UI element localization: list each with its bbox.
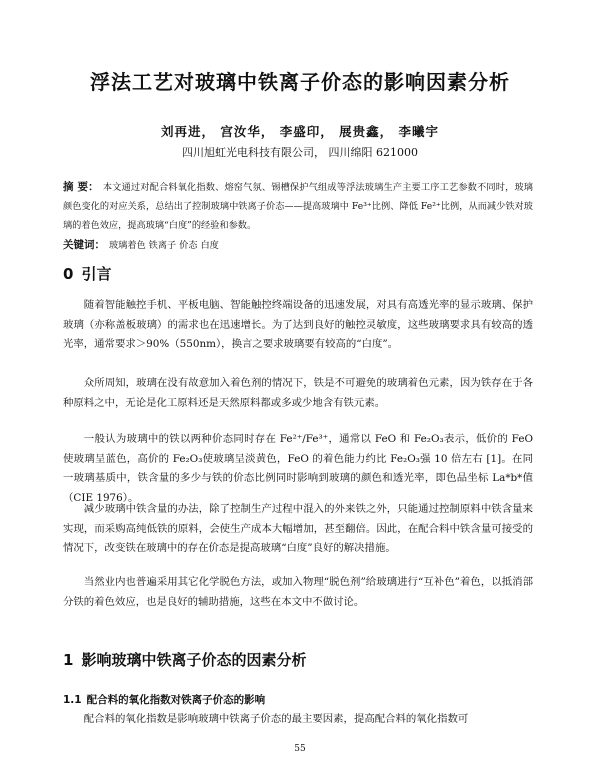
subsection-title: 配合料的氧化指数对铁离子价态的影响 [86,694,266,706]
subsection-heading-1-1 [63,692,265,707]
paragraph: 减少玻璃中铁含量的办法，除了控制生产过程中混入的外来铁之外，只能通过控制原料中铁含量来实现，而采购高纯低铁的原料，会使生产成本大幅增加，甚至翻倍。因此，在配合料中铁含量可接受的情况下，改变铁在玻璃中的存在价态是提高玻璃“白度”良好的解决措施。 [63,503,533,555]
keywords-text: 玻璃着色 铁离子 价态 白度 [109,240,219,251]
section-number: 1 [63,651,74,669]
section-heading-intro [63,263,111,284]
page-number: 55 [294,744,306,754]
section-heading-1 [63,649,306,670]
paper-title: 浮法工艺对玻璃中铁离子价态的影响因素分析 [90,70,510,94]
paragraph: 当然业内也普遍采用其它化学脱色方法，或加入物理“脱色剂”给玻璃进行“互补色”着色，以抵消部分铁的着色效应，也是良好的辅助措施，这些在本文中不做讨论。 [63,576,533,608]
section-title: 引言 [81,265,112,283]
subsection-number: 1.1 [63,694,82,706]
abstract [63,178,533,235]
abstract-text: 本文通过对配合料氧化指数、熔窑气氛、锡槽保护气组成等浮法玻璃生产主要工序工艺参数不同时，玻璃颜色变化的对应关系，总结出了控制玻璃中铁离子价态——提高玻璃中 Fe³⁺比例、降低 Fe²⁺比例，从而减少铁对玻璃的着色效应，提高玻璃“白度”的经验和参数。 [63,182,533,231]
affiliation: 四川旭虹光电科技有限公司， 四川绵阳 621000 [182,146,418,159]
paragraph: 配合料的氧化指数是影响玻璃中铁离子价态的最主要因素，提高配合料的氧化指数可 [83,713,469,725]
section-number: 0 [63,265,74,283]
keywords-label: 关键词： [63,239,105,251]
paragraph: 随着智能触控手机、平板电脑、智能触控终端设备的迅速发展，对具有高透光率的显示玻璃、保护玻璃（亦称盖板玻璃）的需求也在迅速增长。为了达到良好的触控灵敏度，这些玻璃要求具有较高的透光率，通常要求＞90%（550nm），换言之要求玻璃要有较高的“白度”。 [63,299,533,351]
paragraph: 一般认为玻璃中的铁以两种价态同时存在 Fe²⁺/Fe³⁺，通常以 FeO 和 Fe₂O₃表示，低价的 FeO 使玻璃呈蓝色，高价的 Fe₂O₃使玻璃呈淡黄色，FeO 的着色能力约比 Fe₂O₃强 10 倍左右 [1]。在同一玻璃基质中，铁含量的多少与铁的价态比例同时影响到玻璃的颜色和透光率，即色品坐标 La*b*值（CIE 1976）。 [63,433,533,504]
keywords [63,237,533,252]
section-title: 影响玻璃中铁离子价态的因素分析 [81,651,307,669]
author-list: 刘再进， 宫汝华， 李盛印， 展贵鑫， 李曦宇 [161,124,439,139]
abstract-label: 摘 要： [63,181,99,193]
paragraph: 众所周知，玻璃在没有故意加入着色剂的情况下，铁是不可避免的玻璃着色元素，因为铁存在于各种原料之中，无论是化工原料还是天然原料都或多或少地含有铁元素。 [63,377,533,409]
